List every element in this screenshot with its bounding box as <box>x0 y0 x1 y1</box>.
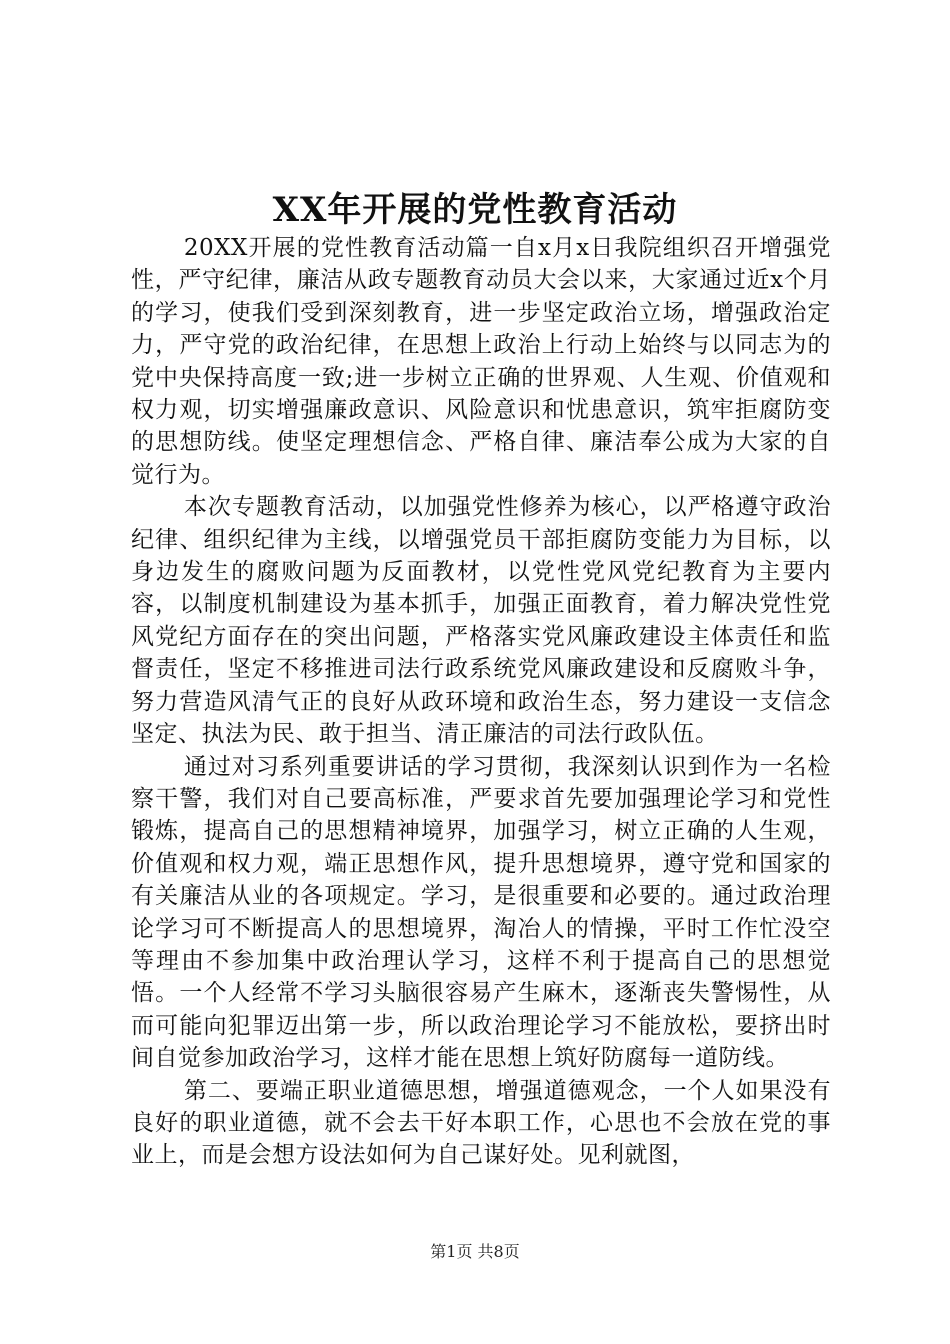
document-title: XX年开展的党性教育活动 <box>272 190 678 230</box>
paragraph-3: 通过对习系列重要讲话的学习贯彻，我深刻认识到作为一名检察干警，我们对自己要高标准，严要求首先要加强理论学习和党性锻炼，提高自己的思想精神境界，加强学习，树立正确的人生观，价值观和权力观，端正思想作风，提升思想境界，遵守党和国家的有关廉洁从业的各项规定。学习，是很重要和必要的。通过政治理论学习可不断提高人的思想境界，淘冶人的情操，平时工作忙没空等理由不参加集中政治理认学习，这样不利于提高自己的思想觉悟。一个人经常不学习头脑很容易产生麻木，逐渐丧失警惕性，从而可能向犯罪迈出第一步，所以政治理论学习不能放松，要挤出时间自觉参加政治学习，这样才能在思想上筑好防腐每一道防线。 <box>131 753 831 1072</box>
paragraph-2: 本次专题教育活动，以加强党性修养为核心，以严格遵守政治纪律、组织纪律为主线，以增强党员干部拒腐防变能力为目标，以身边发生的腐败问题为反面教材，以党性党风党纪教育为主要内容，以制度机制建设为基本抓手，加强正面教育，着力解决党性党风党纪方面存在的突出问题，严格落实党风廉政建设主体责任和监督责任，坚定不移推进司法行政系统党风廉政建设和反腐败斗争，努力营造风清气正的良好从政环境和政治生态，努力建设一支信念坚定、执法为民、敢于担当、清正廉洁的司法行政队伍。 <box>131 494 831 748</box>
page-number-footer: 第1页 共8页 <box>430 1242 520 1261</box>
paragraph-1: 20XX开展的党性教育活动篇一自x月x日我院组织召开增强党性，严守纪律，廉洁从政专题教育动员大会以来，大家通过近x个月的学习，使我们受到深刻教育，进一步坚定政治立场，增强政治定力，严守党的政治纪律，在思想上政治上行动上始终与以同志为的党中央保持高度一致;进一步树立正确的世界观、人生观、价值观和权力观，切实增强廉政意识、风险意识和忧患意识，筑牢拒腐防变的思想防线。使坚定理想信念、严格自律、廉洁奉公成为大家的自觉行为。 <box>131 235 831 488</box>
document-body <box>131 232 831 1172</box>
paragraph-4: 第二、要端正职业道德思想，增强道德观念，一个人如果没有良好的职业道德，就不会去干好本职工作，心思也不会放在党的事业上，而是会想方设法如何为自己谋好处。见利就图， <box>131 1077 831 1169</box>
